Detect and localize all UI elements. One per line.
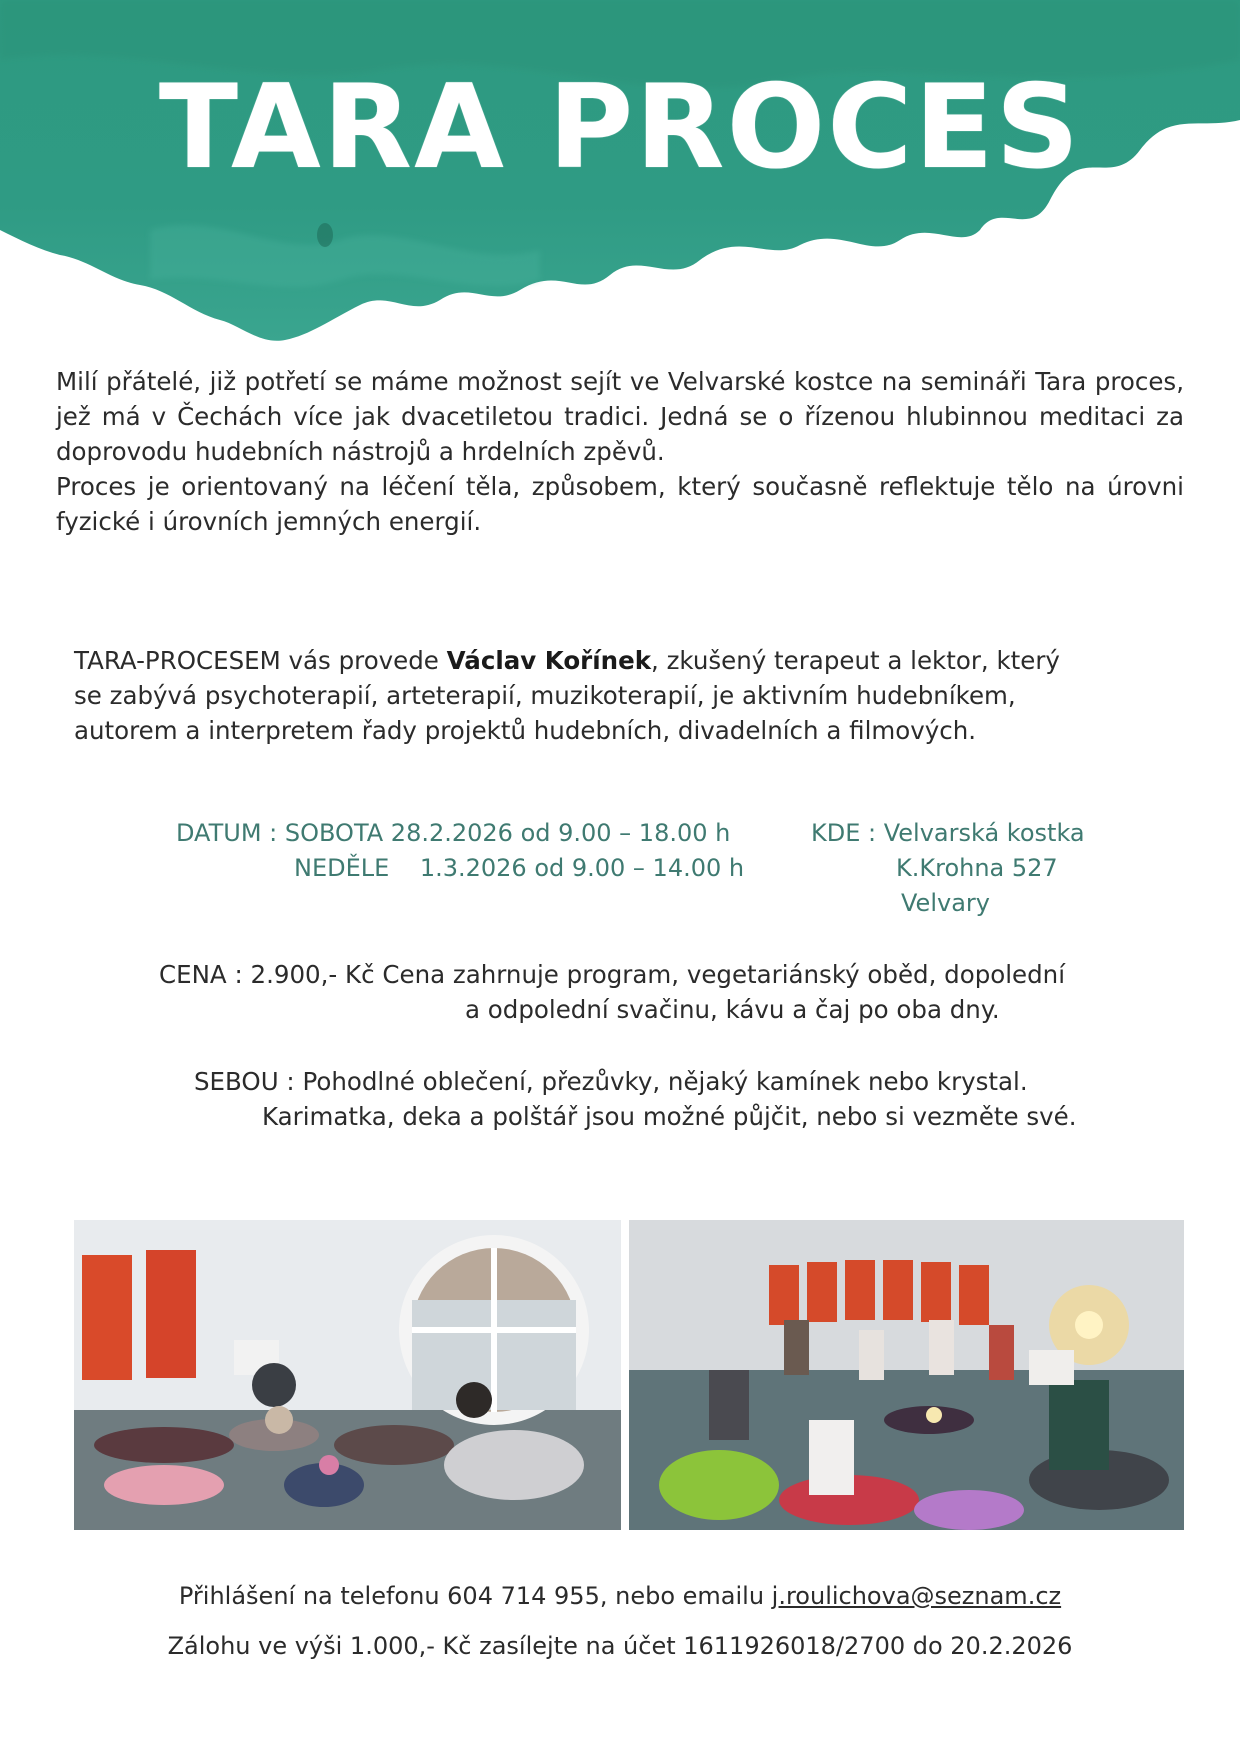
cena-line-2: a odpolední svačinu, kávu a čaj po oba dny.: [465, 995, 1000, 1024]
page-title: TARA PROCES: [158, 60, 1082, 195]
kde-line-2: K.Krohna 527: [896, 854, 1058, 882]
kde-line-3: Velvary: [901, 889, 990, 917]
intro-paragraph-1: Milí přátelé, již potřetí se máme možnost sejít ve Velvarské kostce na semináři Tara proces, jež má v Čechách více jak dvacetiletou tradici. Jedná se o řízenou hlubinnou meditaci za doprovodu hudebních nástrojů a hrdelních zpěvů.: [56, 367, 1184, 466]
lector-line-1: [74, 643, 1154, 678]
datum-line-1: DATUM : SOBOTA 28.2.2026 od 9.00 – 18.00 h: [176, 819, 731, 847]
sebou-line-1: SEBOU : Pohodlné oblečení, přezůvky, nějaký kamínek nebo krystal.: [194, 1067, 1028, 1096]
workshop-photo-right: [629, 1220, 1184, 1530]
registration-line: [0, 1582, 1240, 1610]
registration-text: Přihlášení na telefonu 604 714 955, nebo emailu: [178, 1582, 772, 1610]
lector-line-3: autorem a interpretem řady projektů hudebních, divadelních a filmových.: [74, 716, 977, 745]
lector-line-2: se zabývá psychoterapií, arteterapií, muzikoterapií, je aktivním hudebníkem,: [74, 681, 1016, 710]
registration-email-link[interactable]: j.roulichova@seznam.cz: [771, 1582, 1062, 1610]
cena-line-1: CENA : 2.900,- Kč Cena zahrnuje program, vegetariánský oběd, dopolední: [159, 960, 1066, 989]
deposit-info: Zálohu ve výši 1.000,- Kč zasílejte na účet 1611926018/2700 do 20.2.2026: [167, 1632, 1073, 1660]
intro-paragraph-2: Proces je orientovaný na léčení těla, způsobem, který současně reflektuje tělo na úrovni fyzické i úrovních jemných energií.: [56, 472, 1184, 536]
sebou-line-2: Karimatka, deka a polštář jsou možné půjčit, nebo si vezměte své.: [262, 1102, 1077, 1131]
lector-line-1-rest: , zkušený terapeut a lektor, který: [651, 646, 1060, 675]
workshop-photo-left: [74, 1220, 621, 1530]
intro-text: [56, 364, 1184, 539]
lector-description: [74, 643, 1154, 748]
kde-line-1: KDE : Velvarská kostka: [811, 819, 1085, 847]
datum-line-2: NEDĚLE 1.3.2026 od 9.00 – 14.00 h: [294, 854, 745, 882]
lector-name: Václav Kořínek: [446, 646, 651, 675]
lector-intro-text: TARA-PROCESEM vás provede: [74, 646, 447, 675]
